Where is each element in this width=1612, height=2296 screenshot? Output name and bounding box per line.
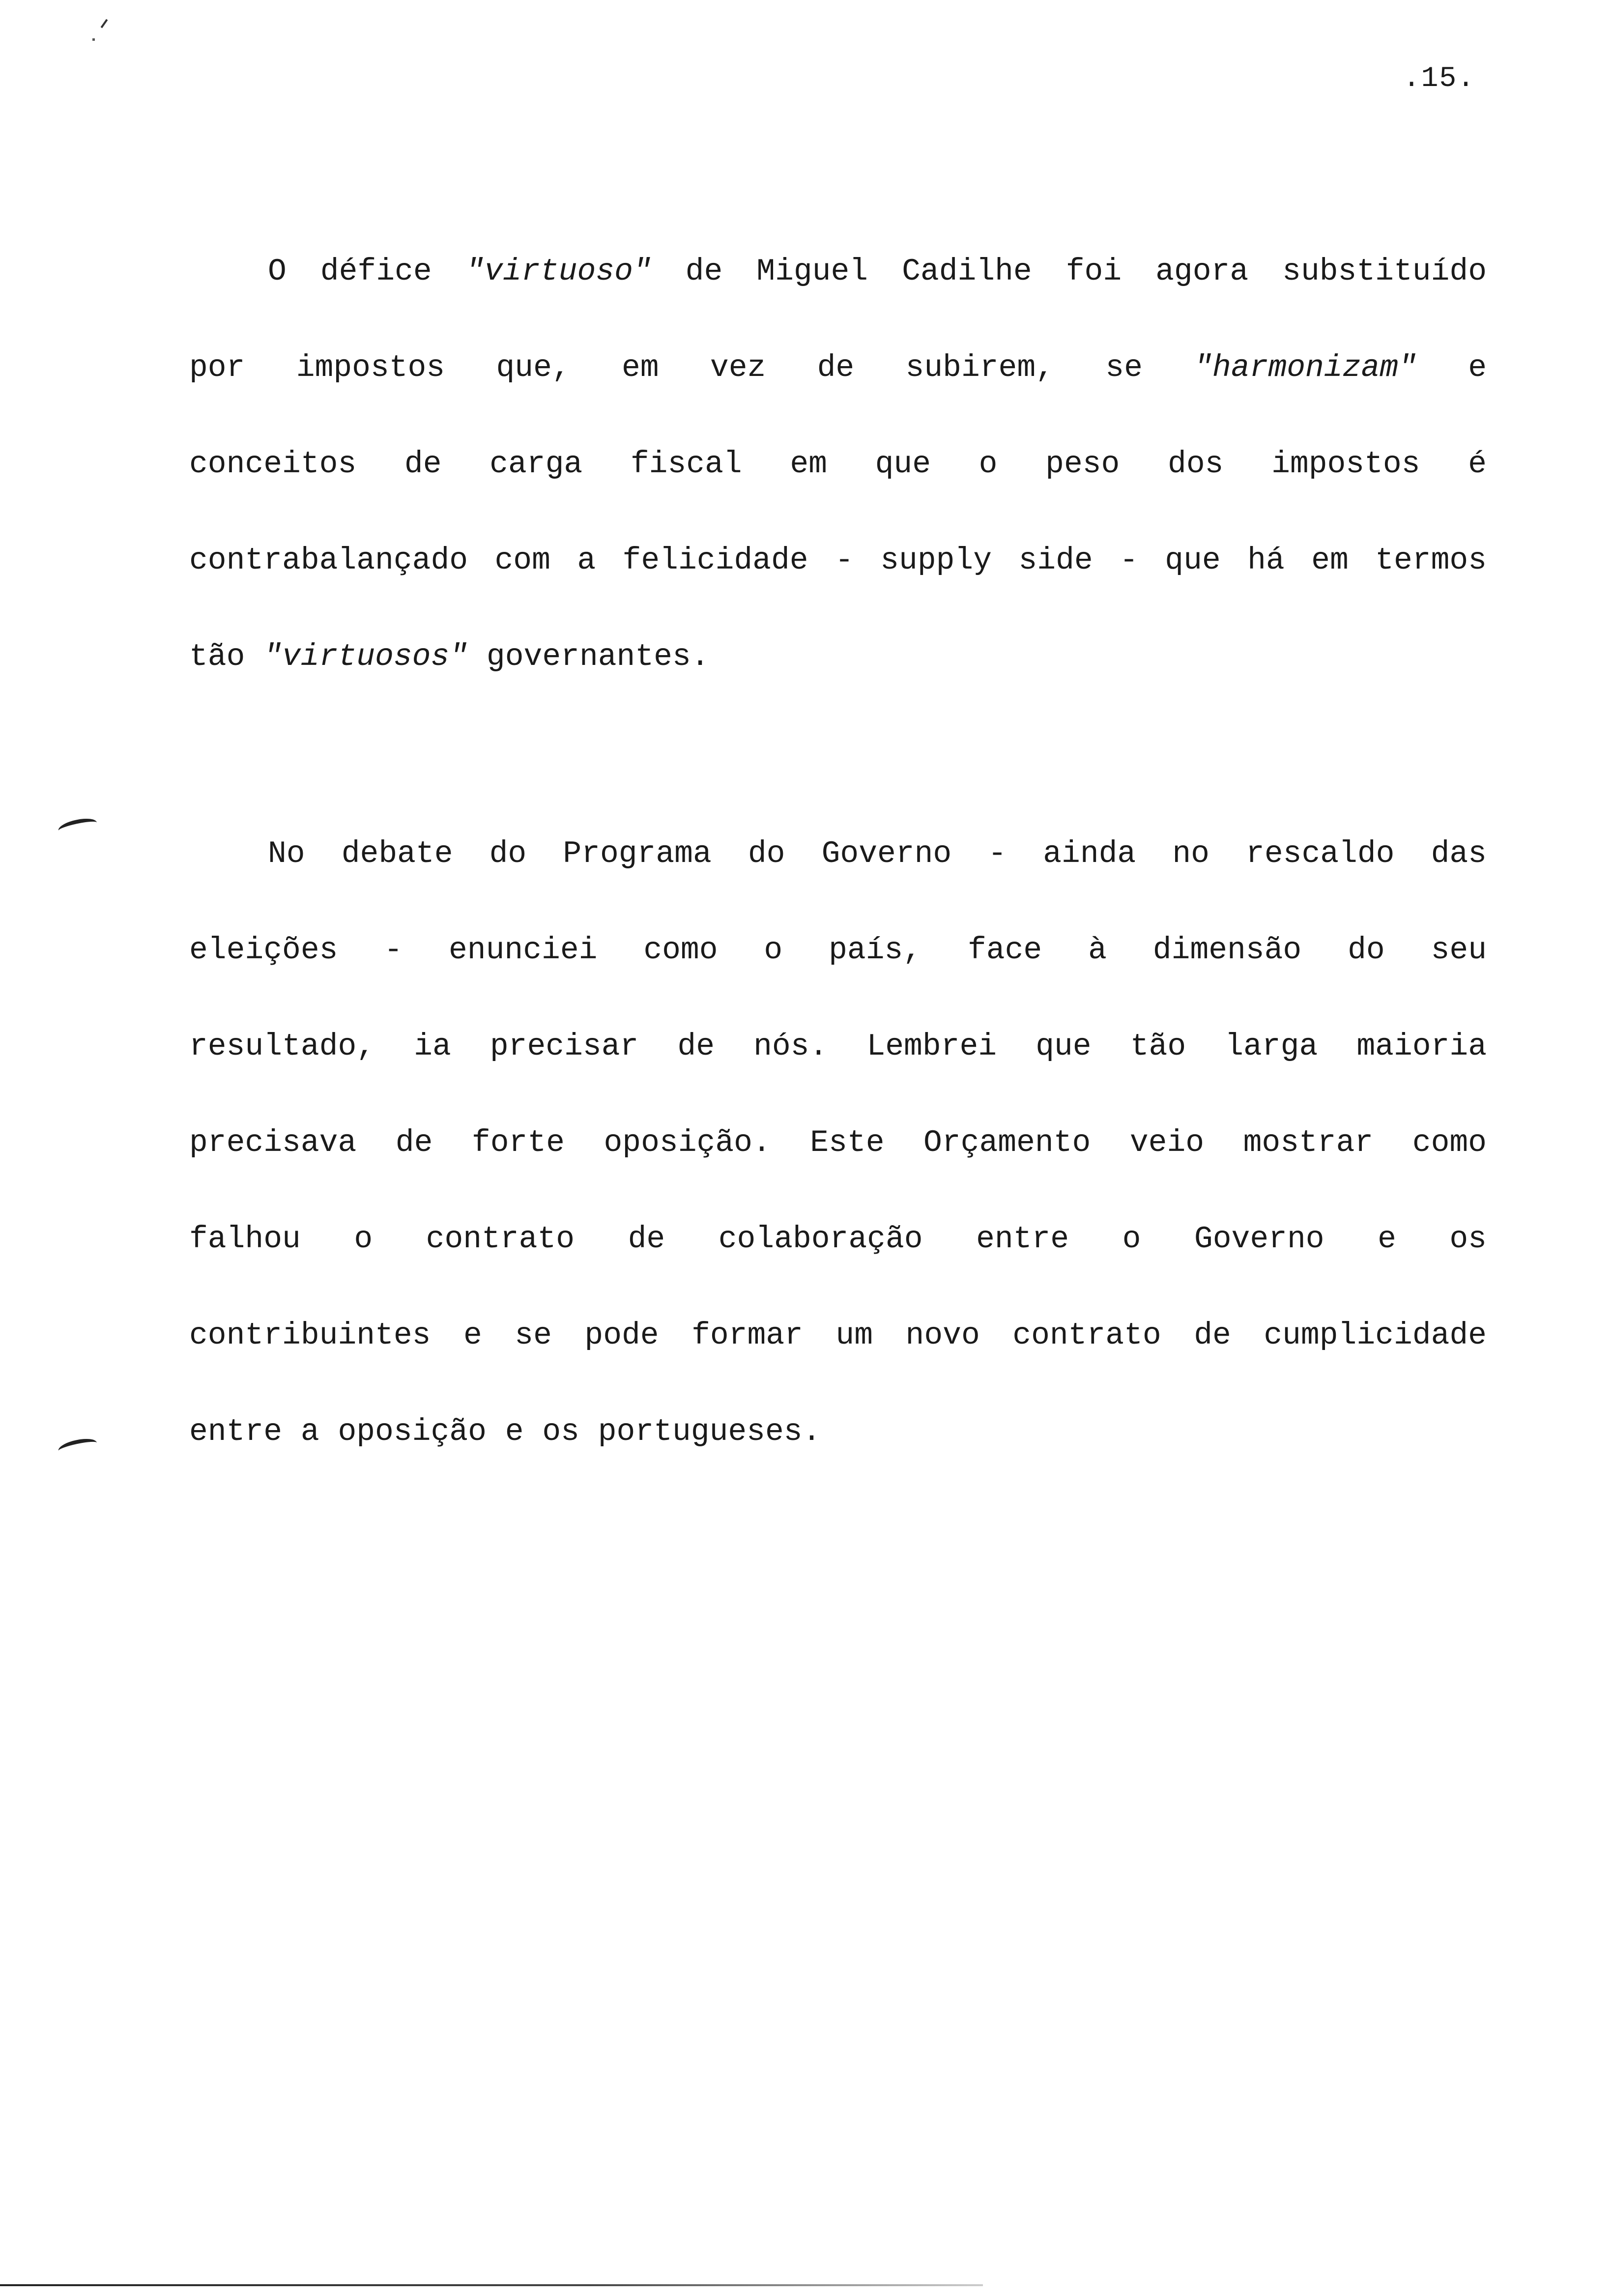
italic-text-run: "virtuosos" (263, 639, 468, 674)
text-line (189, 1095, 1487, 1191)
text-line (189, 224, 1487, 320)
text-line (189, 1191, 1487, 1288)
punch-hole-mark-lower (57, 1436, 98, 1458)
text-line (189, 416, 1487, 513)
text-run: tão (189, 639, 264, 674)
text-line (189, 999, 1487, 1095)
punch-hole-mark-upper (57, 816, 98, 837)
text-run: de Miguel Cadilhe foi agora substituído (651, 254, 1487, 289)
text-line (189, 1384, 1487, 1480)
text-line (189, 1288, 1487, 1384)
bottom-edge-rule (0, 2284, 983, 2286)
text-run: contrabalançado com a felicidade - supply side - que há em termos (189, 543, 1487, 578)
text-run: por impostos que, em vez de subirem, se (189, 350, 1194, 385)
text-run: resultado, ia precisar de nós. Lembrei que tão larga maioria (189, 1029, 1487, 1064)
paragraph-1 (189, 224, 1487, 705)
text-run: entre a oposição e os portugueses. (189, 1414, 821, 1449)
page-number: .15. (1403, 63, 1475, 95)
text-run: contribuintes e se pode formar um novo contrato de cumplicidade (189, 1318, 1487, 1353)
text-run: O défice (268, 254, 466, 289)
text-run: conceitos de carga fiscal em que o peso dos impostos é (189, 447, 1487, 482)
italic-text-run: "harmonizam" (1194, 350, 1417, 385)
text-run: e (1416, 350, 1487, 385)
text-line (189, 513, 1487, 609)
scan-dot-mark (92, 38, 95, 41)
text-line (189, 902, 1487, 999)
text-run: eleições - enunciei como o país, face à dimensão do seu (189, 933, 1487, 968)
text-line (189, 320, 1487, 416)
text-run: falhou o contrato de colaboração entre o Governo e os (189, 1222, 1487, 1257)
text-line (189, 806, 1487, 902)
text-run: precisava de forte oposição. Este Orçamento veio mostrar como (189, 1125, 1487, 1160)
text-run: governantes. (468, 639, 710, 674)
scan-tick-mark (101, 19, 108, 29)
paragraph-2 (189, 806, 1487, 1480)
text-run: No debate do Programa do Governo - ainda no rescaldo das (268, 836, 1487, 871)
text-line (189, 609, 1487, 705)
italic-text-run: "virtuoso" (465, 254, 652, 289)
